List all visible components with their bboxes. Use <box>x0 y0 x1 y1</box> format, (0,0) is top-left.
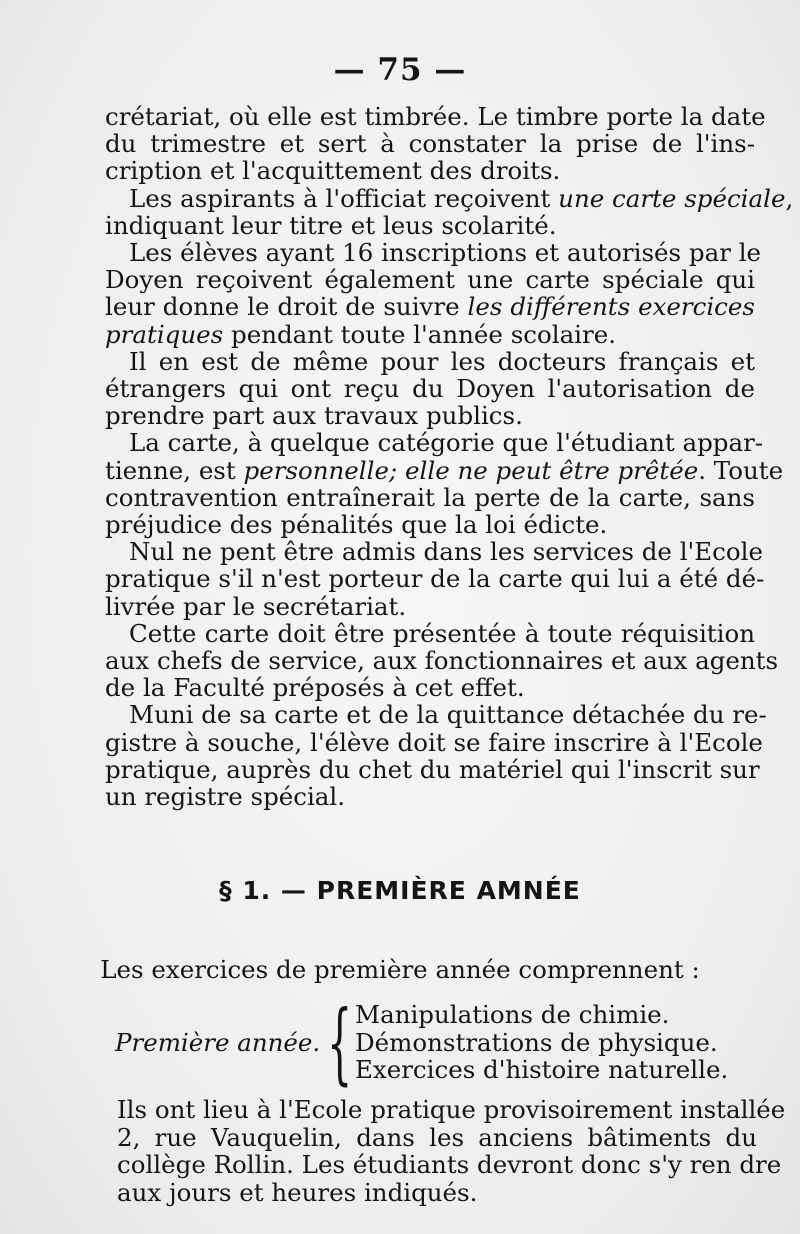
exercise-list <box>115 991 755 1094</box>
closing-paragraph <box>117 1095 786 1207</box>
text-line: Les élèves ayant 16 inscriptions et autorisés par le <box>129 238 762 268</box>
list-label: Première année. <box>115 1028 321 1057</box>
page-number: — 75 — <box>333 52 467 88</box>
text-line: aux chefs de service, aux fonctionnaires et aux agents <box>105 646 779 676</box>
text-line: collège Rollin. Les étudiants devront donc s'y ren dre <box>117 1150 782 1179</box>
text-line: pratique s'il n'est porteur de la carte qui lui a été dé- <box>105 564 765 594</box>
text-line: un registre spécial. <box>105 782 346 812</box>
text-line: Ils ont lieu à l'Ecole pratique provisoirement installée <box>117 1095 786 1124</box>
text-line: gistre à souche, l'élève doit se faire inscrire à l'Ecole <box>105 727 763 757</box>
list-items <box>355 1001 728 1084</box>
text-line: leur donne le droit de suivre les différents exercices <box>105 292 755 322</box>
body-text <box>105 102 794 812</box>
text-line: contravention entraînerait la perte de la carte, sans <box>105 482 755 512</box>
text-line: crétariat, où elle est timbrée. Le timbre porte la date <box>105 102 766 131</box>
list-intro: Les exercices de première année comprennent : <box>100 955 700 984</box>
list-item: Exercices d'histoire naturelle. <box>355 1055 729 1084</box>
text-line: pratiques pendant toute l'année scolaire. <box>105 319 617 349</box>
section-heading: § 1. — PREMIÈRE AMNÉE <box>219 876 581 905</box>
text-line: préjudice des pénalités que la loi édicte. <box>105 510 608 540</box>
list-item: Démonstrations de physique. <box>355 1027 718 1057</box>
text-line: du trimestre et sert à constater la prise de l'ins- <box>105 129 755 159</box>
text-line: 2, rue Vauquelin, dans les anciens bâtiments du <box>117 1122 757 1152</box>
list-item: Manipulations de chimie. <box>355 1000 670 1029</box>
text-line: pratique, auprès du chet du matériel qui l'inscrit sur <box>105 754 760 784</box>
text-line: étrangers qui ont reçu du Doyen l'autorisation de <box>105 374 755 404</box>
text-line: de la Faculté préposés à cet effet. <box>105 673 525 703</box>
text-line: Il en est de même pour les docteurs français et <box>129 346 755 376</box>
text-line: La carte, à quelque catégorie que l'étudiant appar- <box>129 428 764 458</box>
text-line: indiquant leur titre et leus scolarité. <box>105 210 557 240</box>
text-line: tienne, est personnelle; elle ne peut être prêtée. Toute <box>105 455 784 485</box>
brace-glyph: { <box>327 991 353 1094</box>
text-line: Doyen reçoivent également une carte spéciale qui <box>105 265 755 295</box>
text-line: Les aspirants à l'officiat reçoivent une carte spéciale, <box>129 183 794 213</box>
text-line: Nul ne pent être admis dans les services de l'Ecole <box>129 537 763 567</box>
text-line: aux jours et heures indiqués. <box>117 1177 478 1207</box>
text-line: Muni de sa carte et de la quittance détachée du re- <box>129 700 767 730</box>
text-line: livrée par le secrétariat. <box>105 591 407 621</box>
text-line: cription et l'acquittement des droits. <box>105 156 561 186</box>
text-line: prendre part aux travaux publics. <box>105 401 523 431</box>
text-line: Cette carte doit être présentée à toute réquisition <box>129 618 755 648</box>
